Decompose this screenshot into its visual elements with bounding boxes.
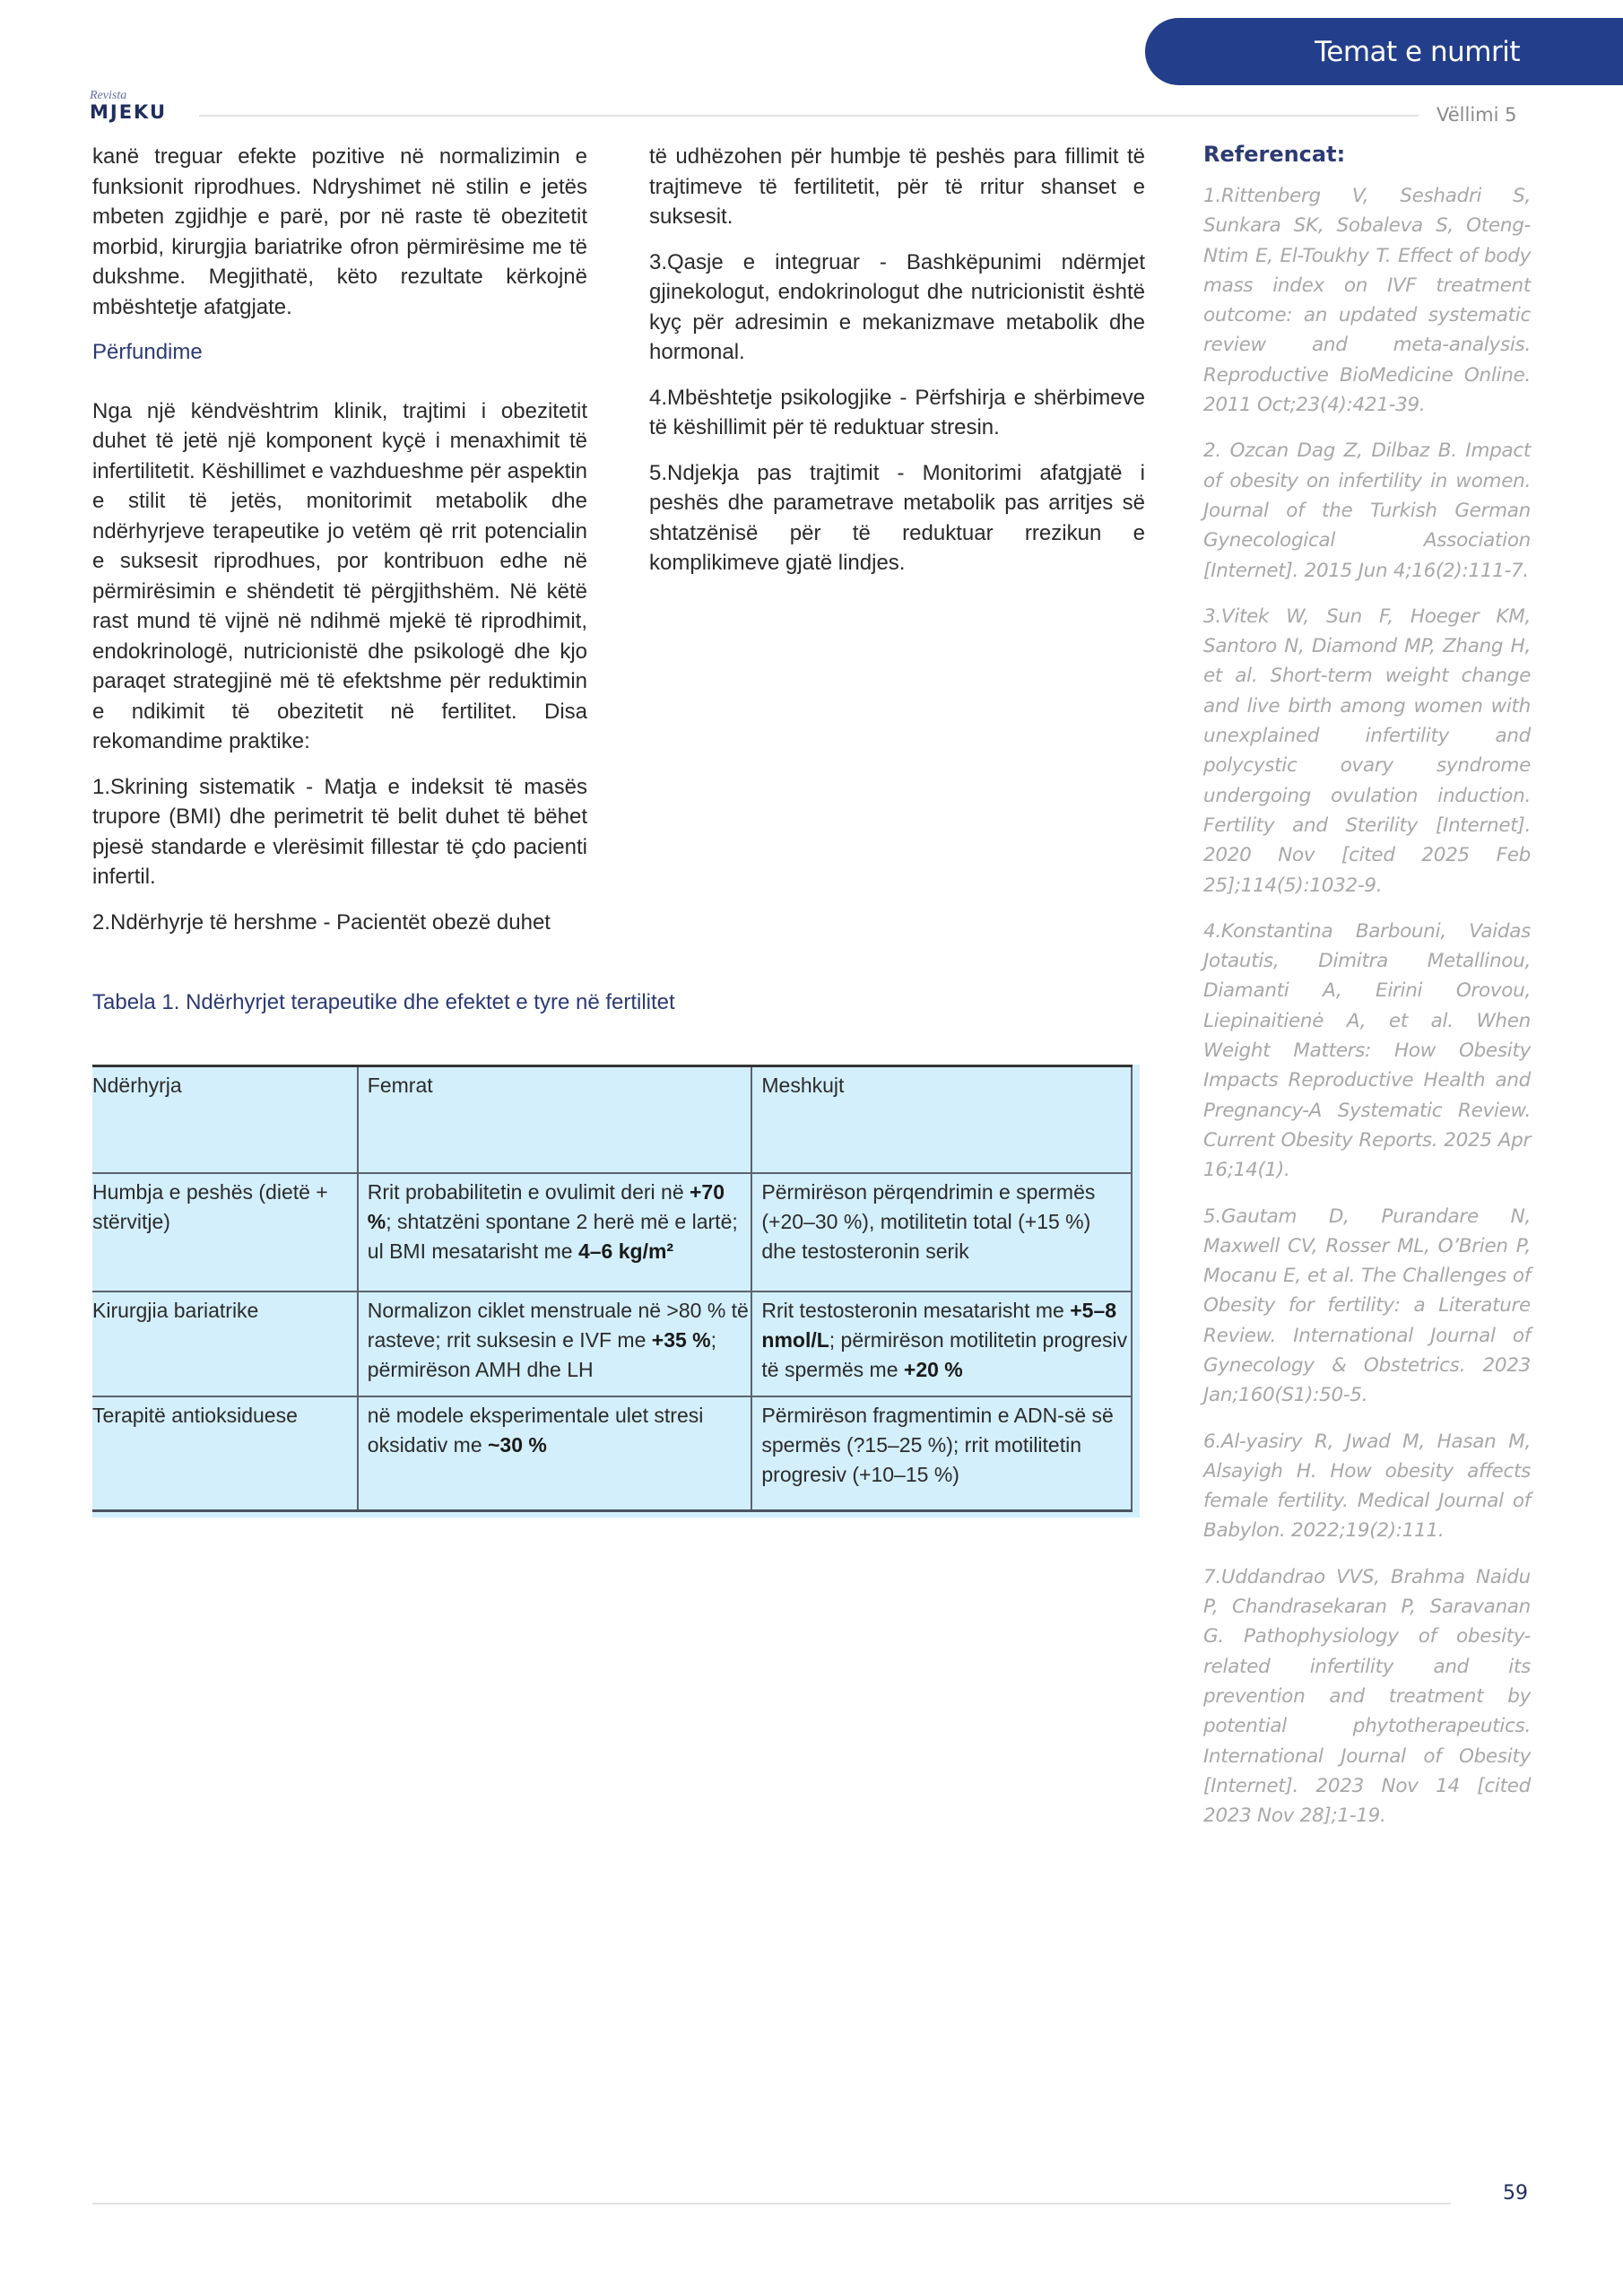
intervention-cell: Kirurgjia bariatrike xyxy=(92,1292,358,1396)
reference-item: 7.Uddandrao VVS, Brahma Naidu P, Chandrasekaran P, Saravanan G. Pathophysiology of obesity-related infertility and its prevention and treatment by potential phytotherapeutics. International Journal of Obesity [Internet]. 2023 Nov 14 [cited 2023 Nov 28];1-19. xyxy=(1203,1565,1531,1828)
header-divider xyxy=(199,115,1419,117)
recommendation-item: 4.Mbështetje psikologjike - Përfshirja e shërbimeve të këshillimit për të reduktuar stresin. xyxy=(649,385,1145,439)
body-column-1 xyxy=(92,142,587,952)
reference-item: 4.Konstantina Barbouni, Vaidas Jotautis, Dimitra Metallinou, Diamanti A, Eirini Orovou, Liepinaitienė A, et al. When Weight Matters: How Obesity Impacts Reproductive Health and Pregnancy-A Systematic Review. Current Obesity Reports. 2025 Apr 16;14(1). xyxy=(1203,919,1531,1182)
body-column-2 xyxy=(649,142,1145,594)
recommendation-item: 1.Skrining sistematik - Matja e indeksit të masës trupore (BMI) dhe perimetrit të belit duhet të bëhet pjesë standarde e vlerësimit fillestar të çdo pacienti infertil. xyxy=(92,774,587,889)
table-caption: Tabela 1. Ndërhyrjet terapeutike dhe efektet e tyre në fertilitet xyxy=(92,990,675,1014)
interventions-table xyxy=(92,1065,1133,1512)
paragraph: Nga një këndvështrim klinik, trajtimi i obezitetit duhet të jetë një komponent kyçë i menaxhimit të infertilitetit. Këshillimet e vazhdueshme për aspektin e stilit të jetës, monitorimit metabolik dhe ndërhyrjeve terapeutike jo vetëm që rrit potencialin e suksesit riprodhues, por kontribuon edhe në përmirësimin e shëndetit të përgjithshëm. Në këtë rast mund të vijnë në ndihmë mjekë të riprodhimit, endokrinologë, nutricionistë dhe psikologë dhe kjo paraqet strategjinë më të efektshme për reduktimin e ndikimit të obezitetit në fertilitet. Disa rekomandime praktike: xyxy=(92,398,587,753)
table-row xyxy=(92,1292,1132,1396)
reference-item: 5.Gautam D, Purandare N, Maxwell CV, Rosser ML, O’Brien P, Mocanu E, et al. The Challenges of Obesity for fertility: a Literature Review. International Journal of Gynecology & Obstetrics. 2023 Jan;160(S1):50-5. xyxy=(1203,1205,1531,1407)
volume-label: Vëllimi 5 xyxy=(1436,104,1517,126)
column-header: Femrat xyxy=(358,1066,752,1173)
section-tab xyxy=(1145,18,1623,85)
table-row xyxy=(92,1396,1132,1511)
column-header: Ndërhyrja xyxy=(92,1066,358,1173)
references-column xyxy=(1203,142,1531,1847)
intervention-cell: Terapitë antioksiduese xyxy=(92,1396,358,1511)
column-header: Meshkujt xyxy=(751,1066,1132,1173)
reference-item: 2. Ozcan Dag Z, Dilbaz B. Impact of obesity on infertility in women. Journal of the Turkish German Gynecological Association [Internet]. 2015 Jun 4;16(2):111-7. xyxy=(1203,439,1531,582)
section-heading: Përfundime xyxy=(92,340,203,364)
men-effect-cell: Përmirëson fragmentimin e ADN-së së spermës (?15–25 %); rrit motilitetin progresiv (+10–15 %) xyxy=(751,1396,1132,1511)
section-tab-label: Temat e numrit xyxy=(1315,35,1520,68)
reference-item: 6.Al-yasiry R, Jwad M, Hasan M, Alsayigh H. How obesity affects female fertility. Medical Journal of Babylon. 2022;19(2):111. xyxy=(1203,1430,1531,1543)
men-effect-cell: Përmirëson përqendrimin e spermës (+20–30 %), motilitetin total (+15 %) dhe testosteronin serik xyxy=(751,1173,1132,1292)
interventions-table-container xyxy=(92,1065,1140,1518)
paragraph: kanë treguar efekte pozitive në normalizimin e funksionit riprodhues. Ndryshimet në stilin e jetës mbeten zgjidhje e parë, por në raste të obezitetit morbid, kirurgjia bariatrike ofron përmirësime me të dukshme. Megjithatë, këto rezultate kërkojnë mbështetje afatgjate. xyxy=(92,144,587,319)
table-header-row xyxy=(92,1066,1132,1173)
women-effect-cell: Rrit probabilitetin e ovulimit deri në +70 %; shtatzëni spontane 2 herë më e lartë; ul BMI mesatarisht me 4–6 kg/m² xyxy=(358,1173,752,1292)
men-effect-cell: Rrit testosteronin mesatarisht me +5–8 nmol/L; përmirëson motilitetin progresiv të spermës me +20 % xyxy=(751,1292,1132,1396)
reference-item: 1.Rittenberg V, Seshadri S, Sunkara SK, Sobaleva S, Oteng-Ntim E, El-Toukhy T. Effect of body mass index on IVF treatment outcome: an updated systematic review and meta-analysis. Reproductive BioMedicine Online. 2011 Oct;23(4):421-39. xyxy=(1203,185,1531,417)
page-number: 59 xyxy=(1503,2182,1528,2205)
reference-item: 3.Vitek W, Sun F, Hoeger KM, Santoro N, Diamond MP, Zhang H, et al. Short-term weight change and live birth among women with unexplained infertility and polycystic ovary syndrome undergoing ovulation induction. Fertility and Sterility [Internet]. 2020 Nov [cited 2025 Feb 25];114(5):1032-9. xyxy=(1203,604,1531,897)
journal-logo xyxy=(90,90,167,122)
logo-subtitle: Revista xyxy=(90,89,127,102)
recommendation-item: 5.Ndjekja pas trajtimit - Monitorimi afatgjatë i peshës dhe parametrave metabolik pas arritjes së shtatzënisë për të reduktuar rrezikun e komplikimeve gjatë lindjes. xyxy=(649,460,1145,575)
references-heading: Referencat: xyxy=(1203,142,1346,167)
recommendation-item: 2.Ndërhyrje të hershme - Pacientët obezë duhet xyxy=(92,909,551,935)
women-effect-cell: në modele eksperimentale ulet stresi oksidativ me ~30 % xyxy=(358,1396,752,1511)
intervention-cell: Humbja e peshës (dietë + stërvitje) xyxy=(92,1173,358,1292)
footer-divider xyxy=(92,2203,1451,2205)
logo-title: MJEKU xyxy=(90,101,168,123)
table-row xyxy=(92,1173,1132,1292)
women-effect-cell: Normalizon ciklet menstruale në >80 % të rasteve; rrit suksesin e IVF me +35 %; përmirëson AMH dhe LH xyxy=(358,1292,752,1396)
recommendation-item: 3.Qasje e integruar - Bashkëpunimi ndërmjet gjinekologut, endokrinologut dhe nutricionistit është kyç për adresimin e mekanizmave metabolik dhe hormonal. xyxy=(649,249,1145,364)
paragraph: të udhëzohen për humbje të peshës para fillimit të trajtimeve të fertilitetit, për të rritur shanset e suksesit. xyxy=(649,144,1145,229)
